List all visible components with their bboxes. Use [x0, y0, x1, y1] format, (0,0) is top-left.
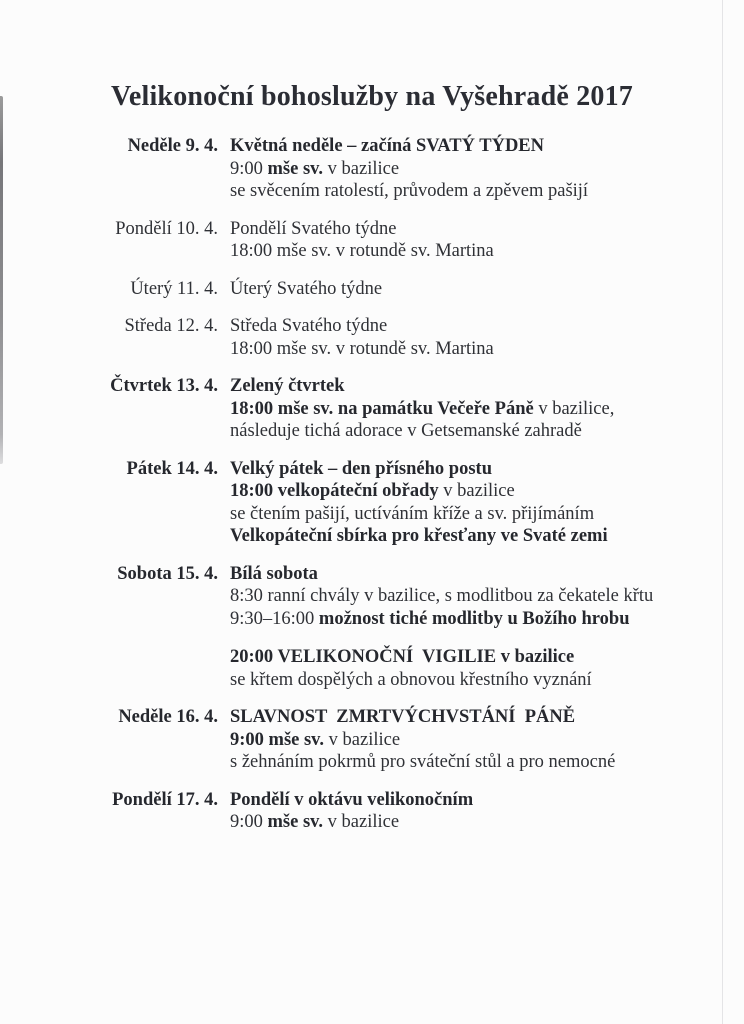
- text-segment: 18:00 mše sv. v rotundě sv. Martina: [230, 338, 494, 359]
- entry-date: Neděle 16. 4.: [118, 707, 218, 727]
- entry-line: [230, 811, 708, 834]
- entry-line: [230, 525, 708, 548]
- text-segment: Úterý Svatého týdne: [230, 278, 383, 299]
- text-segment: 9:00: [230, 812, 268, 832]
- entry-line: [230, 338, 708, 361]
- text-segment: se svěcením ratolestí, průvodem a zpěvem pašijí: [230, 181, 589, 201]
- text-segment: v bazilice,: [533, 398, 615, 419]
- text-segment: 9:30–16:00: [230, 608, 319, 629]
- entry-date: Středa 12. 4.: [124, 316, 218, 336]
- entry-description: [230, 789, 708, 834]
- entry-line: [230, 585, 708, 608]
- entry-date: Pondělí 17. 4.: [112, 789, 218, 810]
- entry-date: Pondělí 10. 4.: [115, 218, 218, 239]
- schedule-entry: [62, 135, 708, 203]
- text-segment: 18:00 mše sv. v rotundě sv. Martina: [230, 241, 494, 261]
- entry-date: Úterý 11. 4.: [130, 278, 218, 299]
- scan-shadow-left-edge: [0, 96, 3, 464]
- text-segment: 18:00 mše sv. na památku Večeře Páně: [230, 398, 534, 419]
- text-segment: v bazilice: [323, 158, 400, 179]
- text-segment: se křtem dospělých a obnovou křestního vyznání: [230, 669, 592, 690]
- entry-line: [230, 218, 708, 241]
- schedule-entry: [62, 218, 708, 263]
- schedule-entry: [62, 789, 708, 834]
- entry-date: Sobota 15. 4.: [117, 563, 218, 584]
- text-segment: se čtením pašijí, uctíváním kříže a sv. přijímáním: [230, 503, 595, 524]
- entry-line: [230, 158, 708, 181]
- entry-description: [230, 563, 708, 692]
- schedule-entry: [62, 458, 708, 548]
- schedule-entry: [62, 563, 708, 692]
- text-segment: v bazilice: [438, 481, 515, 501]
- entry-line: [230, 315, 708, 338]
- entry-line: [230, 278, 708, 301]
- text-segment: Květná neděle – začíná SVATÝ TÝDEN: [230, 136, 545, 156]
- schedule-entry: [62, 375, 708, 443]
- schedule-list: [0, 135, 744, 834]
- entry-line: [230, 729, 708, 752]
- entry-line: [230, 180, 708, 203]
- text-segment: s žehnáním pokrmů pro sváteční stůl a pro nemocné: [230, 752, 616, 772]
- text-segment: v bazilice: [323, 812, 400, 832]
- text-segment: 8:30 ranní chvály v bazilice, s modlitbou za čekatele křtu: [230, 586, 654, 606]
- entry-line: [230, 751, 708, 774]
- entry-date: Neděle 9. 4.: [127, 136, 218, 156]
- entry-description: [230, 218, 708, 263]
- entry-description: [230, 315, 708, 360]
- scan-line-right-edge: [722, 0, 723, 1024]
- page-title: Velikonoční bohoslužby na Vyšehradě 2017: [111, 81, 633, 112]
- entry-line: [230, 375, 708, 398]
- text-segment: 20:00 VELIKONOČNÍ VIGILIE v bazilice: [230, 647, 575, 667]
- entry-date: Pátek 14. 4.: [126, 458, 218, 479]
- entry-line-spacer: [230, 630, 708, 646]
- entry-description: [230, 706, 708, 774]
- entry-line: [230, 398, 708, 421]
- schedule-entry: [62, 315, 708, 360]
- text-segment: možnost tiché modlitby u Božího hrobu: [318, 608, 630, 629]
- text-segment: Středa Svatého týdne: [230, 316, 388, 336]
- entry-line: [230, 503, 708, 526]
- entry-line: [230, 240, 708, 263]
- text-segment: 9:00 mše sv.: [230, 729, 325, 750]
- entry-line: [230, 563, 708, 586]
- schedule-entry: [62, 706, 708, 774]
- entry-description: [230, 135, 708, 203]
- entry-line: [230, 458, 708, 481]
- entry-line: [230, 135, 708, 158]
- schedule-entry: [62, 278, 708, 301]
- entry-line: [230, 669, 708, 692]
- entry-description: [230, 458, 708, 548]
- text-segment: Velkopáteční sbírka pro křesťany ve Svaté zemi: [230, 526, 608, 546]
- entry-date: Čtvrtek 13. 4.: [110, 376, 218, 396]
- text-segment: SLAVNOST ZMRTVÝCHVSTÁNÍ PÁNĚ: [230, 707, 576, 727]
- text-segment: 9:00: [230, 158, 268, 179]
- text-segment: Pondělí v oktávu velikonočním: [230, 789, 474, 810]
- text-segment: Bílá sobota: [230, 563, 318, 584]
- text-segment: Velký pátek – den přísného postu: [230, 458, 492, 479]
- entry-line: [230, 646, 708, 669]
- entry-description: [230, 278, 708, 301]
- entry-line: [230, 608, 708, 631]
- text-segment: 18:00 velkopáteční obřady: [230, 481, 439, 501]
- entry-line: [230, 789, 708, 812]
- text-segment: mše sv.: [267, 158, 324, 179]
- entry-line: [230, 480, 708, 503]
- text-segment: Zelený čtvrtek: [230, 376, 345, 396]
- entry-description: [230, 375, 708, 443]
- text-segment: Pondělí Svatého týdne: [230, 218, 397, 239]
- text-segment: v bazilice: [324, 729, 401, 750]
- text-segment: následuje tichá adorace v Getsemanské zahradě: [230, 421, 582, 441]
- entry-line: [230, 706, 708, 729]
- text-segment: mše sv.: [267, 812, 324, 832]
- entry-line: [230, 420, 708, 443]
